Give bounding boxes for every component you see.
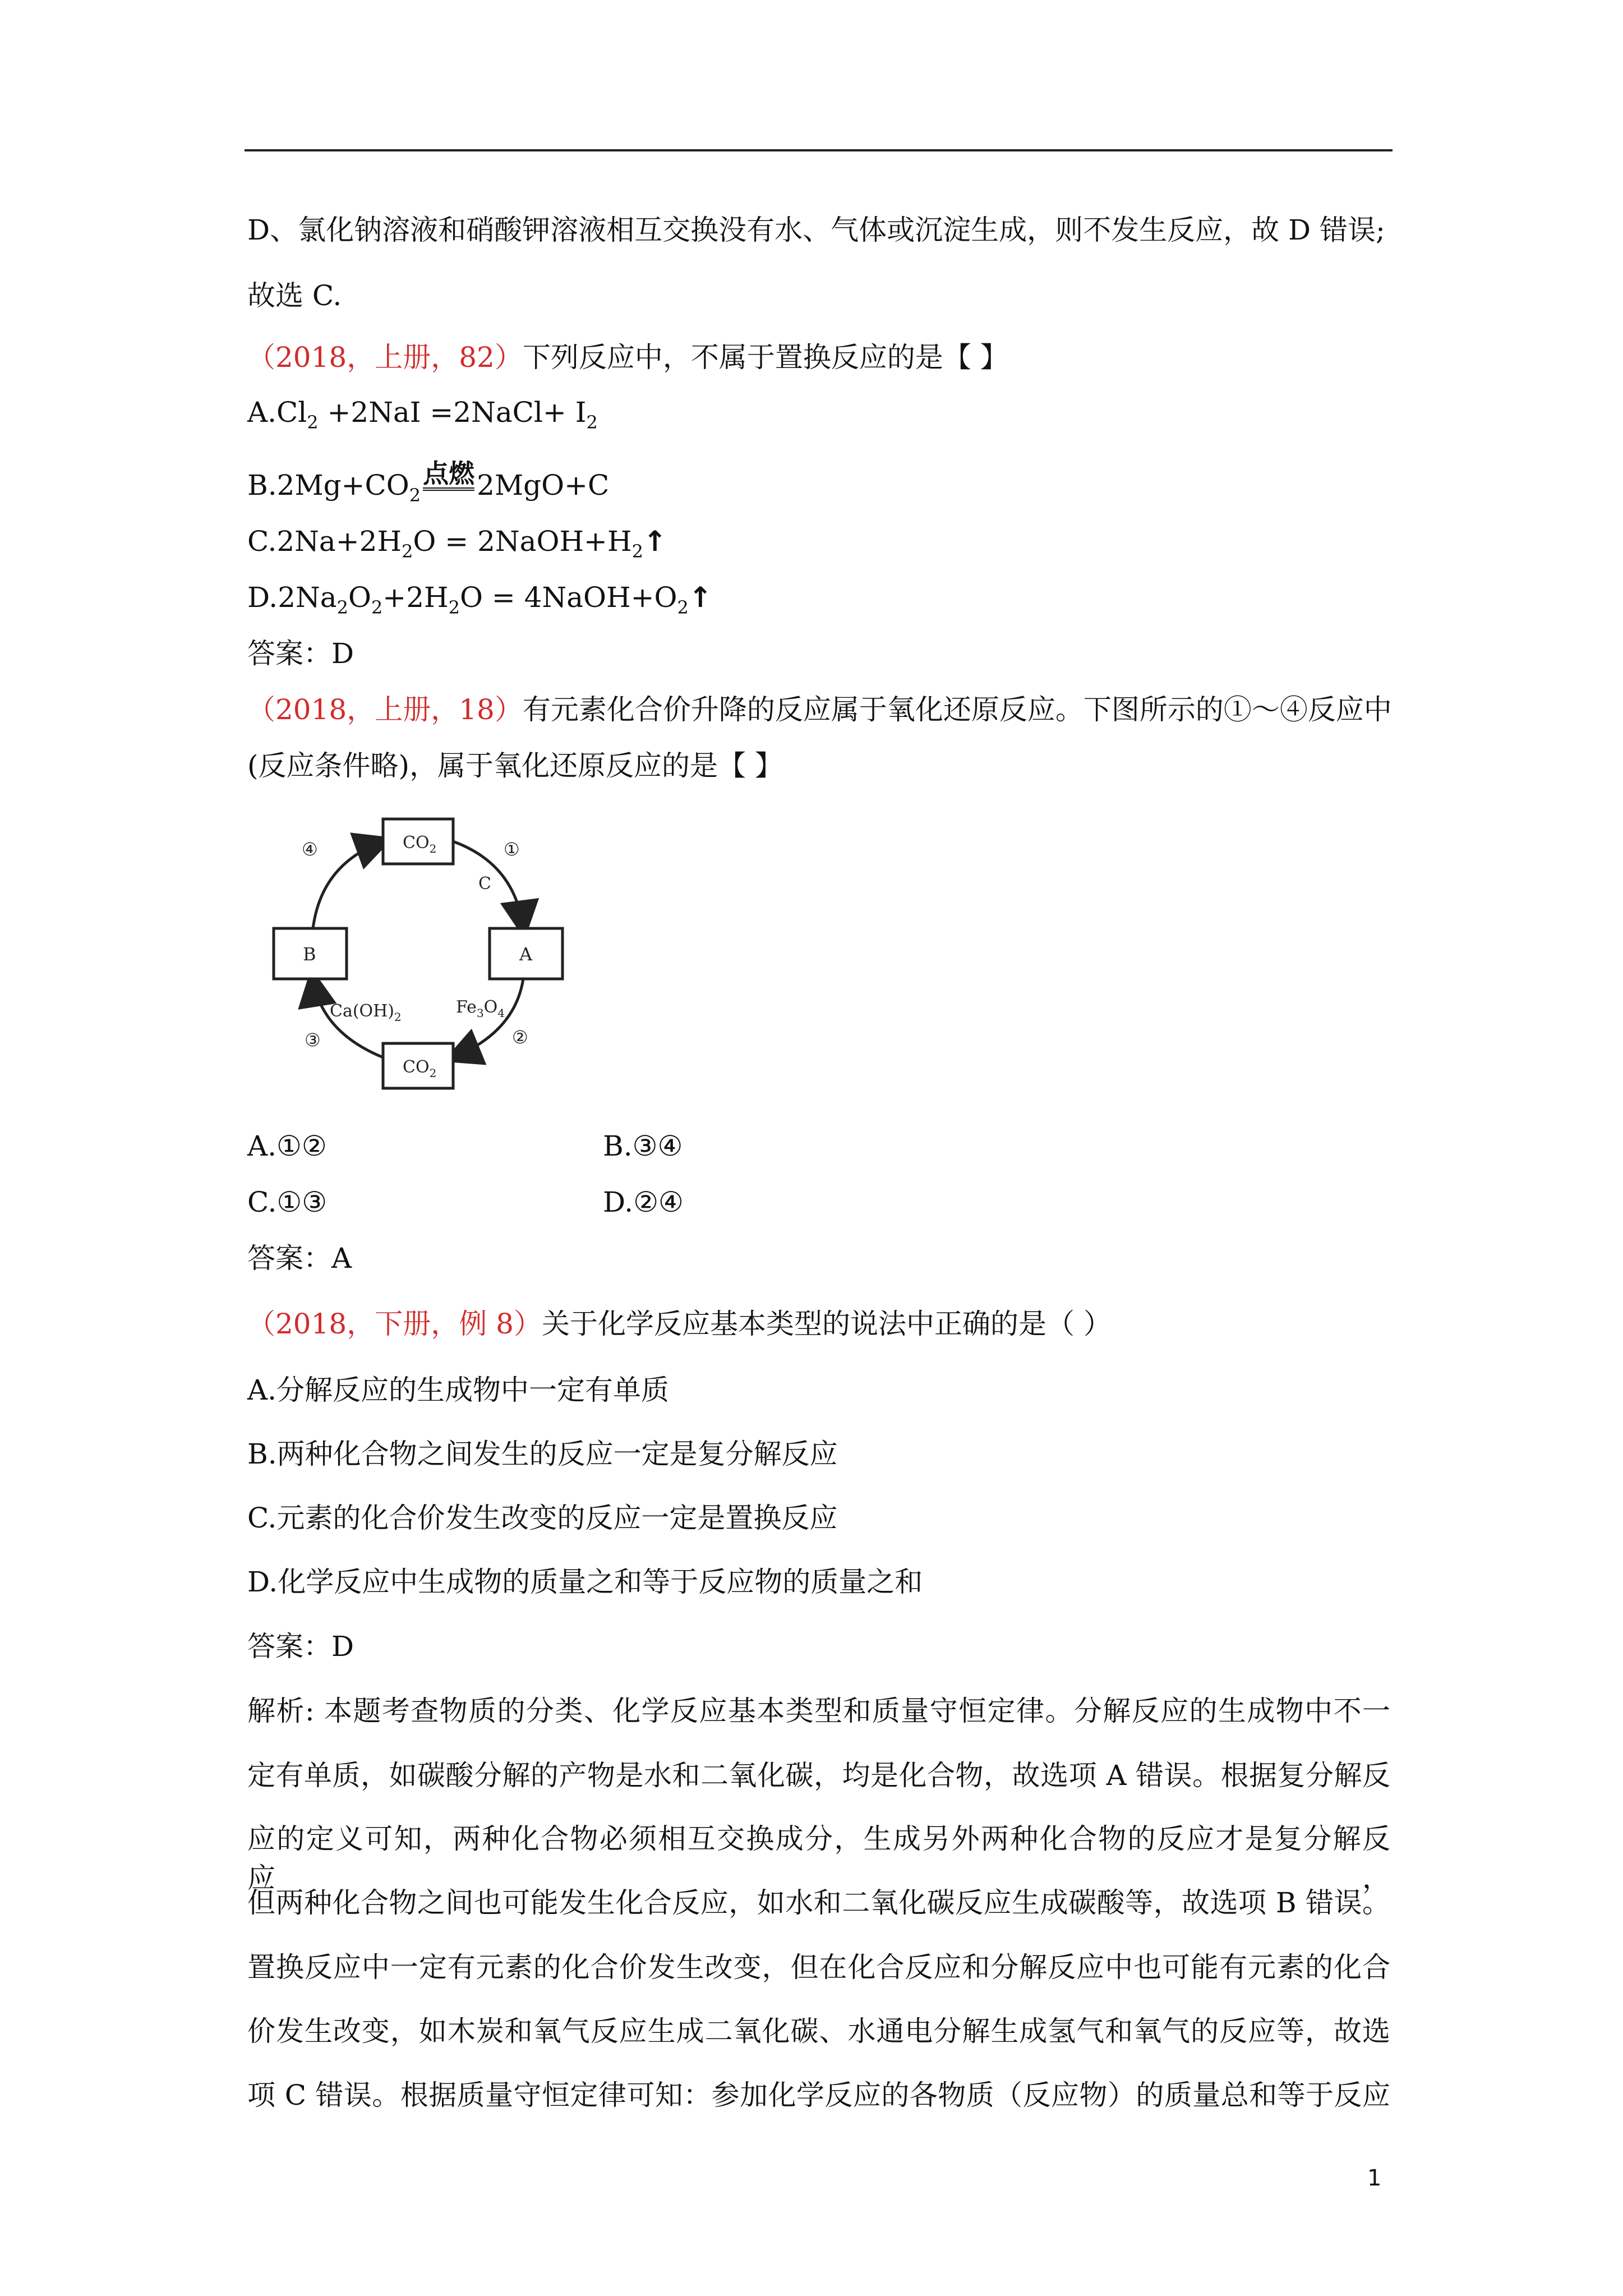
option-d: D.化学反应中生成物的质量之和等于反应物的质量之和: [247, 1566, 923, 1598]
text-line: (反应条件略)，属于氧化还原反应的是【 】: [247, 749, 783, 782]
svg-text:CO2: $CO_2$: [403, 1057, 437, 1080]
arrow-4: [313, 841, 383, 928]
option-a: A.①②: [247, 1130, 327, 1162]
analysis-line: 价发生改变，如木炭和氧气反应生成二氧化碳、水通电分解生成氢气和氧气的反应等，故选: [247, 2015, 1390, 2047]
reaction-cycle-diagram: [268, 808, 582, 1099]
option-d: D.②④: [603, 1186, 684, 1218]
svg-text:④: ④: [302, 839, 318, 860]
up-arrow-icon: ↑: [688, 581, 712, 614]
text-line: 故选 C.: [247, 279, 342, 312]
up-arrow-icon: ↑: [643, 525, 667, 558]
reaction-condition: 点燃: [423, 454, 474, 493]
svg-text:Fe3O4: $Fe_3O_4$: [456, 997, 505, 1020]
svg-text:③: ③: [305, 1029, 321, 1051]
question-1: （2018，上册，82）下列反应中，不属于置换反应的是【 】: [247, 341, 1008, 374]
analysis-line: 定有单质，如碳酸分解的产物是水和二氧化碳，均是化合物，故选项 A 错误。根据复分解反: [247, 1759, 1390, 1792]
page-number: 1: [1367, 2165, 1382, 2191]
svg-text:CO2: $CO_2$: [403, 833, 437, 855]
option-a: $A.Cl_2 +2NaI$ =2NaCl+ $I_2$: [247, 396, 598, 433]
analysis-line: 解析: 本题考查物质的分类、化学反应基本类型和质量守恒定律。分解反应的生成物中不一: [247, 1695, 1390, 1727]
analysis-line: 应的定义可知，两种化合物必须相互交换成分，生成另外两种化合物的反应才是复分解反应，: [247, 1823, 1390, 1894]
answer: 答案：D: [247, 1630, 354, 1663]
option-c: C.元素的化合价发生改变的反应一定是置换反应: [247, 1502, 838, 1534]
option-d: $D.2Na_2O_2+2H_2O$ = $4NaOH+O_2↑$: [247, 581, 712, 618]
question-source: （2018，上册，82）: [247, 341, 523, 374]
question-source: （2018，上册，18）: [247, 693, 523, 726]
svg-text:A: A: [519, 944, 533, 965]
option-b: $B.2Mg+CO_2$点燃2MgO+C: [247, 466, 609, 505]
answer: 答案：A: [247, 1242, 352, 1274]
analysis-line: 但两种化合物之间也可能发生化合反应，如水和二氧化碳反应生成碳酸等，故选项 B 错误。: [247, 1887, 1390, 1919]
question-2: （2018，上册，18）有元素化合价升降的反应属于氧化还原反应。下图所示的①～④反应中: [247, 693, 1392, 726]
question-source: （2018，下册，例 8）: [247, 1308, 542, 1340]
svg-text:B: B: [303, 944, 316, 965]
option-c: $C.2Na+2H_2O$ = $2NaOH+H_2↑$: [247, 525, 667, 562]
option-b: B.③④: [603, 1130, 683, 1162]
analysis-line: 置换反应中一定有元素的化合价发生改变，但在化合反应和分解反应中也可能有元素的化合: [247, 1951, 1390, 1984]
svg-text:C: C: [478, 874, 491, 894]
svg-text:Ca(OH)2: $Ca(OH)_2$: [330, 1001, 402, 1024]
svg-text:②: ②: [512, 1027, 528, 1048]
text-line: D、氯化钠溶液和硝酸钾溶液相互交换没有水、气体或沉淀生成，则不发生反应，故 D 错误;: [247, 214, 1385, 246]
svg-text:①: ①: [504, 839, 520, 860]
answer: 答案：D: [247, 637, 354, 670]
option-a: A.分解反应的生成物中一定有单质: [247, 1374, 670, 1406]
header-rule: [245, 149, 1393, 151]
option-b: B.两种化合物之间发生的反应一定是复分解反应: [247, 1438, 838, 1470]
question-3: （2018，下册，例 8）关于化学反应基本类型的说法中正确的是（ ）: [247, 1308, 1112, 1340]
analysis-line: 项 C 错误。根据质量守恒定律可知：参加化学反应的各物质（反应物）的质量总和等于反应: [247, 2079, 1390, 2111]
option-c: C.①③: [247, 1186, 328, 1218]
